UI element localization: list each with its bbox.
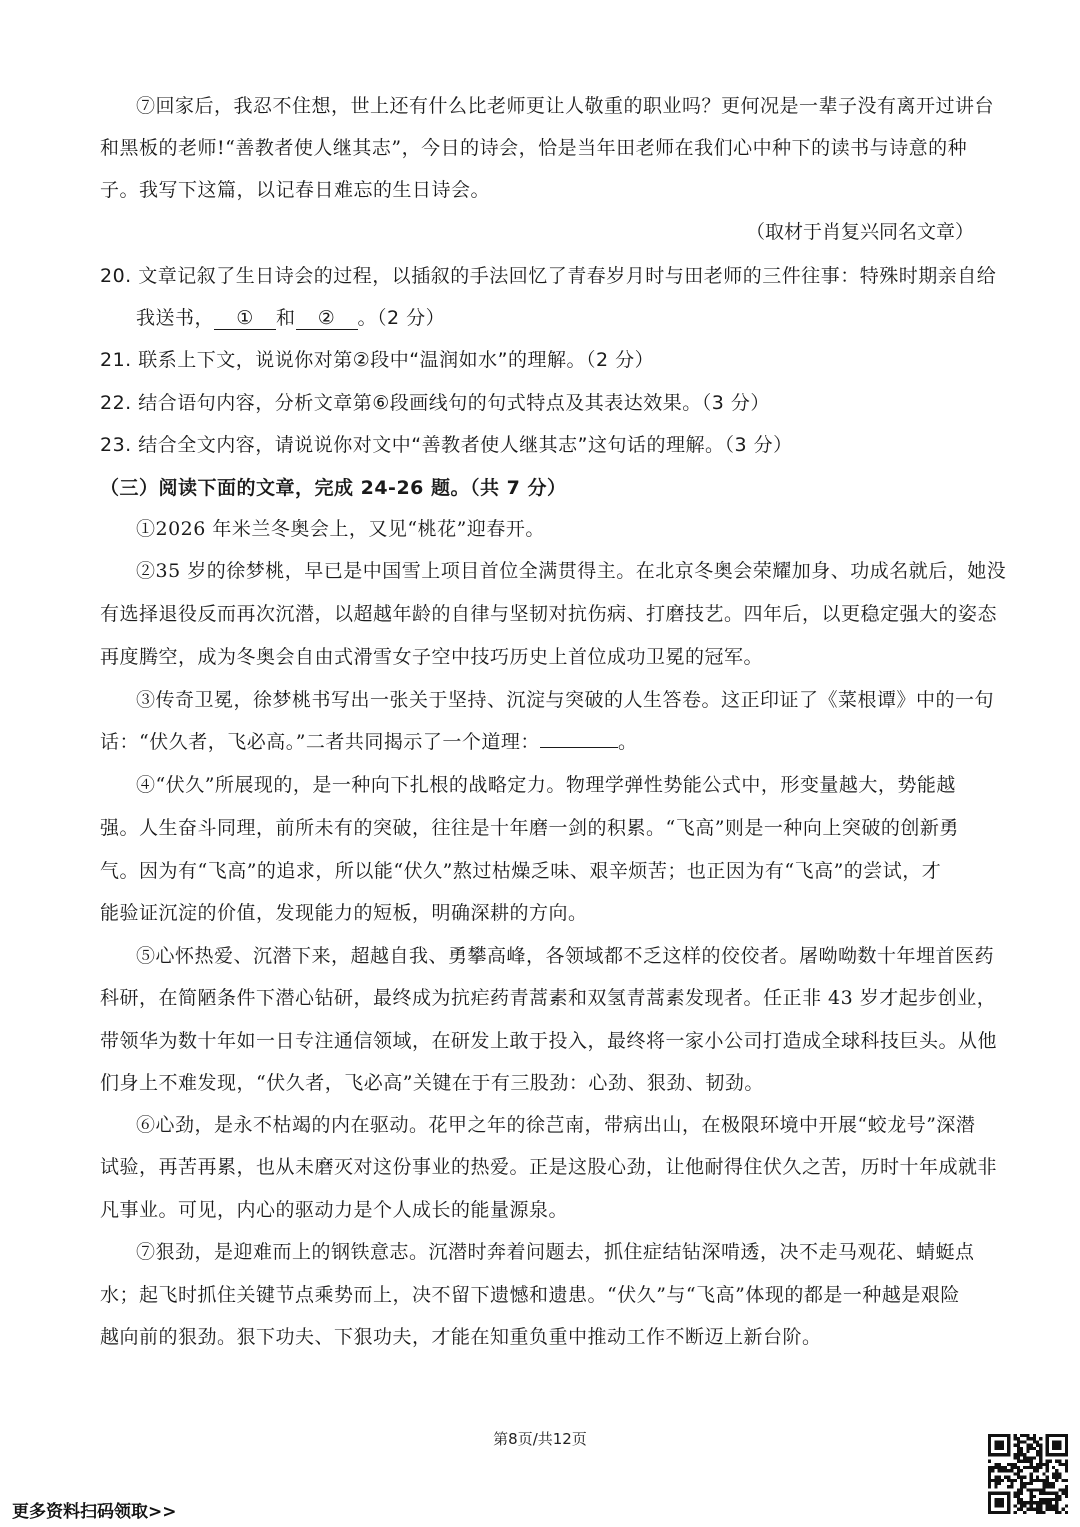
question-21: 21. 联系上下文，说说你对第②段中“温润如水”的理解。（2 分） xyxy=(100,349,655,371)
article-para-6-line-3: 凡事业。可见，内心的驱动力是个人成长的能量源泉。 xyxy=(100,1199,569,1221)
article-para-5-line-1: ⑤心怀热爱、沉潜下来，超越自我、勇攀高峰，各领域都不乏这样的佼佼者。屠呦呦数十年埋首医药 xyxy=(136,945,995,967)
more-resources-link[interactable]: 更多资料扫码领取>> xyxy=(12,1502,177,1522)
article-para-5-line-4: 们身上不难发现，“伏久者，飞必高”关键在于有三股劲：心劲、狠劲、韧劲。 xyxy=(100,1072,764,1094)
article-para-2-line-1: ②35 岁的徐梦桃，早已是中国雪上项目首位全满贯得主。在北京冬奥会荣耀加身、功成名就后，她没 xyxy=(136,560,1007,582)
answer-blank-1[interactable]: ① xyxy=(214,307,276,330)
question-23: 23. 结合全文内容，请说说你对文中“善教者使人继其志”这句话的理解。（3 分） xyxy=(100,434,793,456)
prev-passage-line-3: 子。我写下这篇，以记春日难忘的生日诗会。 xyxy=(100,179,491,201)
article-para-5-line-2: 科研，在简陋条件下潜心钻研，最终成为抗疟药青蒿素和双氢青蒿素发现者。任正非 43 岁才起步创业， xyxy=(100,987,997,1009)
article-para-4-line-1: ④“伏久”所展现的，是一种向下扎根的战略定力。物理学弹性势能公式中，形变量越大，势能越 xyxy=(136,774,956,796)
answer-blank-2[interactable]: ② xyxy=(296,307,358,330)
source-note: （取材于肖复兴同名文章） xyxy=(745,221,974,243)
article-para-5-line-3: 带领华为数十年如一日专注通信领域，在研发上敢于投入，最终将一家小公司打造成全球科技巨头。从他 xyxy=(100,1030,998,1052)
article-para-4-line-4: 能验证沉淀的价值，发现能力的短板，明确深耕的方向。 xyxy=(100,902,588,924)
page-number: 第8页/共12页 xyxy=(493,1430,587,1448)
article-para-3-line-1: ③传奇卫冕，徐梦桃书写出一张关于坚持、沉淀与突破的人生答卷。这正印证了《菜根谭》中的一句 xyxy=(136,689,995,711)
q20-text-post: 。（2 分） xyxy=(357,307,446,329)
question-22: 22. 结合语句内容，分析文章第⑥段画线句的句式特点及其表达效果。（3 分） xyxy=(100,392,770,414)
article-para-2-line-2: 有选择退役反而再次沉潜，以超越年龄的自律与坚韧对抗伤病、打磨技艺。四年后，以更稳定强大的姿态 xyxy=(100,603,998,625)
article-para-6-line-1: ⑥心劲，是永不枯竭的内在驱动。花甲之年的徐芑南，带病出山，在极限环境中开展“蛟龙号”深潜 xyxy=(136,1114,976,1136)
prev-passage-line-2: 和黑板的老师!“善教者使人继其志”，今日的诗会，恰是当年田老师在我们心中种下的读书与诗意的种 xyxy=(100,137,968,159)
question-20-line-1: 20. 文章记叙了生日诗会的过程，以插叙的手法回忆了青春岁月时与田老师的三件往事：特殊时期亲自给 xyxy=(100,265,997,287)
article-para-1: ①2026 年米兰冬奥会上，又见“桃花”迎春开。 xyxy=(136,518,545,540)
q20-text-mid: 和 xyxy=(276,307,296,329)
a3-text-post: 。 xyxy=(617,731,638,753)
article-para-2-line-3: 再度腾空，成为冬奥会自由式滑雪女子空中技巧历史上首位成功卫冕的冠军。 xyxy=(100,646,764,668)
article-para-7-line-1: ⑦狠劲，是迎难而上的钢铁意志。沉潜时奔着问题去，抓住症结钻深啃透，决不走马观花、蜻蜓点 xyxy=(136,1241,975,1263)
article-para-4-line-2: 强。人生奋斗同理，前所未有的突破，往往是十年磨一剑的积累。“飞高”则是一种向上突破的创新勇 xyxy=(100,817,959,839)
article-para-4-line-3: 气。因为有“飞高”的追求，所以能“伏久”熬过枯燥乏味、艰辛烦苦；也正因为有“飞高”的尝试，才 xyxy=(100,860,942,882)
qr-code-icon[interactable] xyxy=(988,1434,1068,1514)
article-para-7-line-2: 水；起飞时抓住关键节点乘势而上，决不留下遗憾和遗患。“伏久”与“飞高”体现的都是一种越是艰险 xyxy=(100,1284,960,1306)
answer-blank-3[interactable] xyxy=(540,747,618,748)
q20-text-pre: 我送书， xyxy=(136,307,215,329)
question-20-line-2 xyxy=(136,304,445,332)
article-para-6-line-2: 试验，再苦再累，也从未磨灭对这份事业的热爱。正是这股心劲，让他耐得住伏久之苦，历时十年成就非 xyxy=(100,1156,998,1178)
section-3-heading: （三）阅读下面的文章，完成 24-26 题。（共 7 分） xyxy=(100,477,567,499)
article-para-7-line-3: 越向前的狠劲。狠下功夫、下狠功夫，才能在知重负重中推动工作不断迈上新台阶。 xyxy=(100,1326,822,1348)
a3-text-pre: 话：“伏久者，飞必高。”二者共同揭示了一个道理： xyxy=(100,731,540,753)
article-para-3-line-2 xyxy=(100,728,637,756)
prev-passage-line-1: ⑦回家后，我忍不住想，世上还有什么比老师更让人敬重的职业吗？更何况是一辈子没有离开过讲台 xyxy=(136,95,995,117)
